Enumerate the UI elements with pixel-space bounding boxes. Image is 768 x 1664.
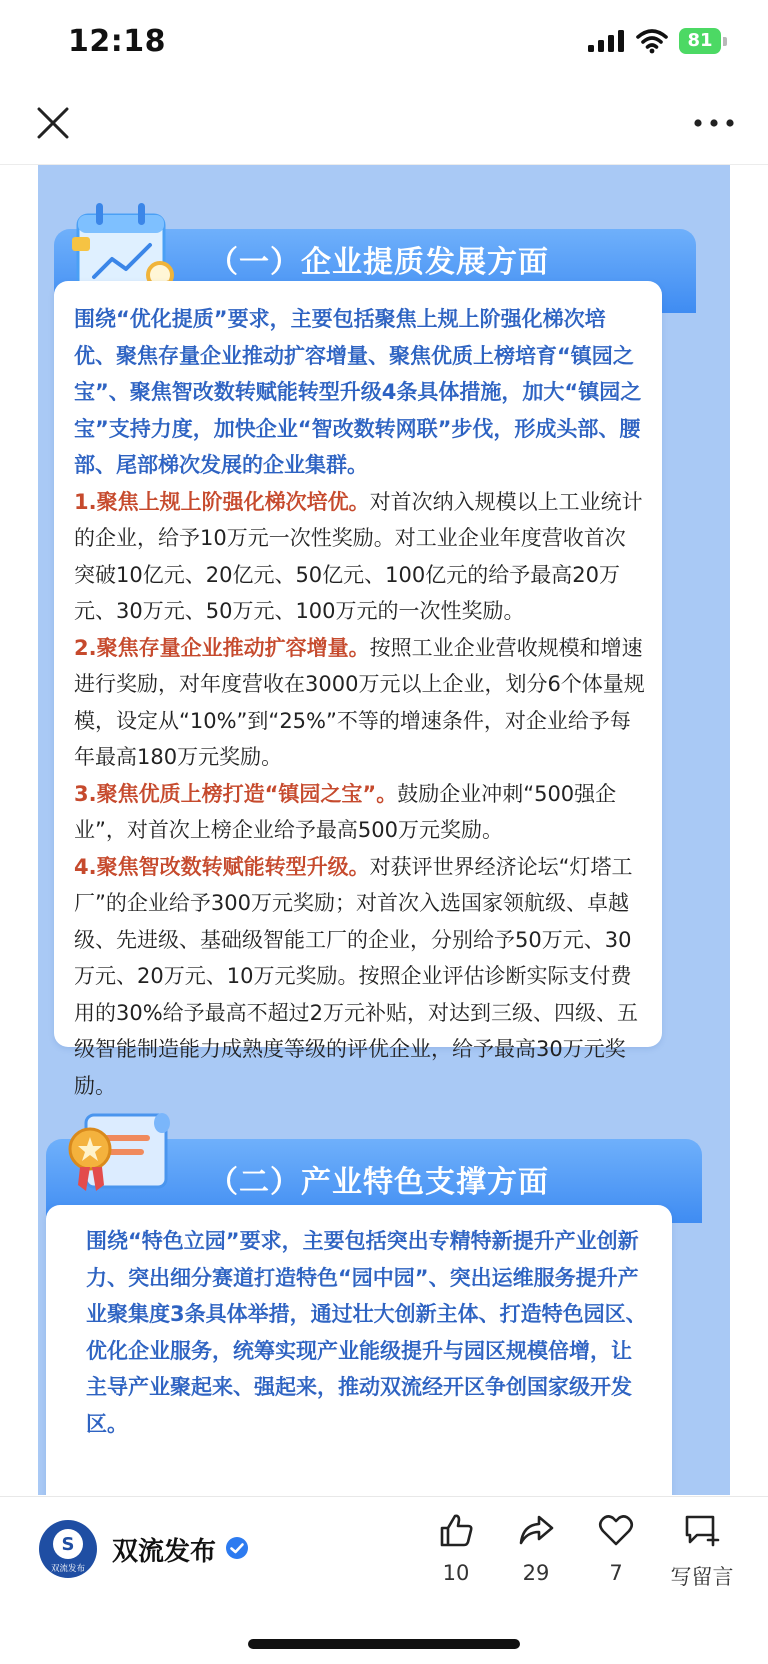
home-indicator[interactable] bbox=[248, 1639, 520, 1649]
section2-text bbox=[86, 1223, 648, 1442]
share-icon bbox=[517, 1511, 555, 1549]
section1-item1-head: 1.聚焦上规上阶强化梯次培优。 bbox=[74, 489, 370, 514]
section2-title: （二）产业特色支撑方面 bbox=[208, 1165, 549, 1200]
status-bar bbox=[0, 0, 768, 84]
status-time: 12:18 bbox=[68, 24, 166, 59]
comment-icon bbox=[683, 1511, 721, 1549]
nav-bar bbox=[0, 84, 768, 165]
wifi-icon bbox=[636, 28, 668, 54]
section1-text bbox=[74, 301, 646, 1104]
section1-item4-head: 4.聚焦智改数转赋能转型升级。 bbox=[74, 854, 370, 879]
section2-card bbox=[46, 1205, 672, 1495]
section1-item2-head: 2.聚焦存量企业推动扩容增量。 bbox=[74, 635, 370, 660]
share-count: 29 bbox=[522, 1561, 550, 1585]
section1-item1-body: 对首次纳入规模以上工业统计的企业，给予10万元一次性奖励。对工业企业年度营收首次突破10亿元、20亿元、50亿元、100亿元的给予最高20万元、30万元、50万元、100万元的一次性奖励。 bbox=[74, 489, 643, 623]
avatar[interactable] bbox=[38, 1519, 98, 1579]
cellular-signal-icon bbox=[588, 30, 626, 52]
section1-card bbox=[54, 281, 662, 1098]
section1-item2-body: 按照工业企业营收规模和增速进行奖励，对年度营收在3000万元以上企业，划分6个体量规模，设定从“10%”到“25%”不等的增速条件，对企业给予每年最高180万元奖励。 bbox=[74, 635, 645, 769]
section1-title: （一）企业提质发展方面 bbox=[208, 245, 549, 280]
section1-item3-body: 鼓励企业冲刺“500强企业”，对首次上榜企业给予最高500万元奖励。 bbox=[74, 781, 617, 842]
article-image bbox=[38, 165, 730, 1495]
battery-indicator bbox=[679, 28, 727, 54]
comment-label: 写留言 bbox=[670, 1565, 734, 1589]
section1-item4-body: 对获评世界经济论坛“灯塔工厂”的企业给予300万元奖励；对首次入选国家领航级、卓越级、先进级、基础级智能工厂的企业，分别给予50万元、30万元、20万元、10万元奖励。按照企业评估诊断实际支付费用的30%给予最高不超过2万元补贴，对达到三级、四级、五级智能制造能力成熟度等级的评优企业，给予最高30万元奖励。 bbox=[74, 854, 639, 1098]
section1-intro: 围绕“优化提质”要求，主要包括聚焦上规上阶强化梯次培优、聚焦存量企业推动扩容增量、聚焦优质上榜培育“镇园之宝”、聚焦智改数转赋能转型升级4条具体措施，加大“镇园之宝”支持力度，加快企业“智改数转网联”步伐，形成头部、腰部、尾部梯次发展的企业集群。 bbox=[74, 307, 642, 477]
bottom-bar bbox=[0, 1496, 768, 1664]
heart-icon bbox=[597, 1511, 635, 1549]
scroll-medal-icon bbox=[64, 1105, 176, 1205]
close-icon[interactable] bbox=[34, 104, 72, 142]
battery-cap bbox=[723, 37, 727, 46]
like-button[interactable] bbox=[420, 1511, 492, 1585]
author-name[interactable]: 双流发布 bbox=[112, 1537, 217, 1567]
section1-item3-head: 3.聚焦优质上榜打造“镇园之宝”。 bbox=[74, 781, 398, 806]
more-icon[interactable] bbox=[692, 112, 736, 134]
comment-button[interactable] bbox=[660, 1511, 744, 1591]
avatar-text: 双流发布 bbox=[50, 1564, 86, 1574]
share-button[interactable] bbox=[500, 1511, 572, 1585]
favorite-count: 7 bbox=[609, 1561, 623, 1585]
battery-level: 81 bbox=[679, 28, 721, 54]
like-icon bbox=[437, 1511, 475, 1549]
section2-intro: 围绕“特色立园”要求，主要包括突出专精特新提升产业创新力、突出细分赛道打造特色“园中园”、突出运维服务提升产业聚集度3条具体举措，通过壮大创新主体、打造特色园区、优化企业服务，统筹实现产业能级提升与园区规模倍增，让主导产业聚起来、强起来，推动双流经开区争创国家级开发区。 bbox=[86, 1229, 647, 1436]
favorite-button[interactable] bbox=[580, 1511, 652, 1585]
verified-icon bbox=[225, 1536, 249, 1560]
avatar-letter: S bbox=[61, 1534, 75, 1555]
like-count: 10 bbox=[442, 1561, 470, 1585]
